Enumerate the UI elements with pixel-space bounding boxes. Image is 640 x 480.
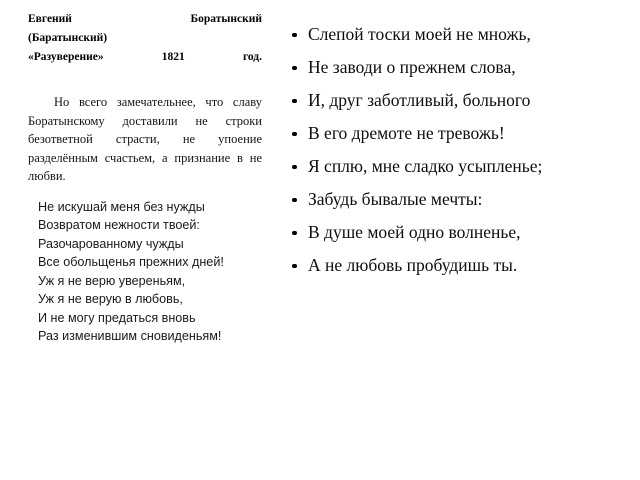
list-item — [288, 216, 628, 249]
poem-line: Разочарованному чужды — [38, 236, 184, 251]
list-item-label: В его дремоте не тревожь! — [308, 123, 505, 143]
bullet-dot-icon — [292, 33, 297, 38]
list-item-label: Забудь бывалые мечты: — [308, 189, 483, 209]
poem-line: Уж я не верю увереньям, — [38, 273, 186, 288]
list-item-label: И, друг заботливый, больного — [308, 90, 531, 110]
list-item — [288, 249, 628, 282]
poem-line: И не могу предаться вновь — [38, 310, 196, 325]
list-item — [288, 150, 628, 183]
poem-line: Уж я не верую в любовь, — [38, 292, 183, 306]
bullet-dot-icon — [292, 264, 297, 269]
bullet-dot-icon — [292, 198, 297, 203]
poem-stanza-left — [38, 198, 244, 346]
bullet-dot-icon — [292, 165, 297, 170]
list-item-label: Слепой тоски моей не множь, — [308, 24, 531, 44]
bullet-dot-icon — [292, 132, 297, 137]
right-column — [288, 18, 628, 282]
list-item — [288, 117, 628, 150]
bullet-dot-icon — [292, 99, 297, 104]
poem-title-block — [28, 10, 262, 67]
poem-bullet-list — [288, 18, 628, 282]
bullet-dot-icon — [292, 231, 297, 236]
poem-title-year-line: «Разуверение» 1821 год. — [28, 51, 262, 63]
list-item — [288, 84, 628, 117]
list-item-label: Не заводи о прежнем слова, — [308, 57, 516, 77]
poem-line: Не искушай меня без нужды — [38, 199, 205, 214]
poem-line: Возвратом нежности твоей: — [38, 218, 200, 232]
bullet-dot-icon — [292, 66, 297, 71]
list-item — [288, 183, 628, 216]
author-alt-name-line: (Баратынский) — [28, 32, 108, 44]
list-item-label: Я сплю, мне сладко усыпленье; — [308, 156, 543, 176]
intro-paragraph: Но всего замечательнее, что славу Боратынскому доставили не строки безответной страсти, не упоение разделённым счастьем, а признание в не любви. — [28, 95, 262, 183]
poem-line: Раз изменившим сновиденьям! — [38, 329, 222, 343]
list-item — [288, 18, 628, 51]
poem-line: Все обольщенья прежних дней! — [38, 255, 224, 269]
list-item-label: А не любовь пробудишь ты. — [308, 255, 518, 275]
list-item — [288, 51, 628, 84]
list-item-label: В душе моей одно волненье, — [308, 222, 521, 242]
left-column — [28, 10, 262, 346]
author-name-line: Евгений Боратынский — [28, 13, 262, 25]
